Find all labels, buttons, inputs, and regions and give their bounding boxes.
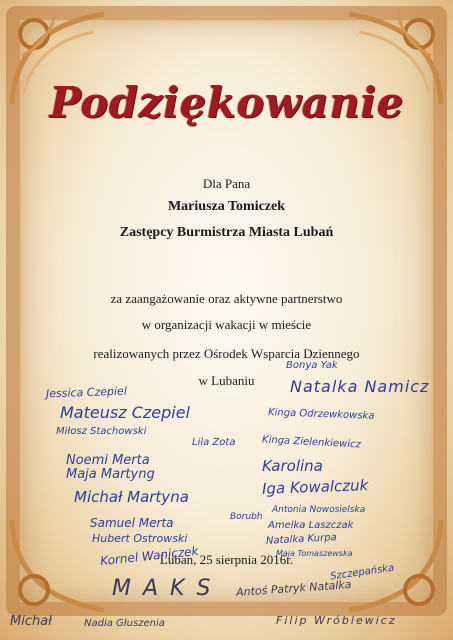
date-line: Luban, 25 sierpnia 2016r. — [159, 552, 294, 567]
signature: Jessica Czepiel — [45, 384, 128, 401]
signature: Szczepańska — [329, 562, 395, 583]
signature: Lila Zota — [192, 437, 236, 448]
recipient-name: Mariusza Tomiczek — [167, 199, 286, 214]
signature: Hubert Ostrowski — [92, 532, 188, 545]
recipient-role: Zastępcy Burmistrza Miasta Lubań — [119, 225, 334, 240]
signature: Filip Wróblewicz — [276, 614, 397, 627]
signature: Iga Kowalczuk — [261, 476, 369, 498]
signature: Mateusz Czepiel — [60, 403, 190, 422]
signature: Michał Martyna — [74, 488, 189, 506]
signature: Noemi Merta — [66, 453, 150, 468]
signature: MAKS — [112, 576, 223, 601]
signature: Borubh — [230, 512, 263, 522]
body-line-1: za zaangażowanie oraz aktywne partnerstwo — [110, 291, 343, 306]
certificate-title: Podziękowanie — [49, 78, 404, 127]
signature: Maja Tomaszewska — [276, 549, 353, 558]
signature: Karolina — [262, 457, 323, 475]
signature: Natalka Namicz — [290, 377, 430, 396]
body-line-2: w organizacji wakacji w mieście — [141, 317, 312, 332]
body-line-3: realizowanych przez Ośrodek Wsparcia Dziennego — [93, 346, 360, 361]
signature: Kornel Waniczek — [99, 543, 200, 569]
signature: Natalka Kurpa — [265, 532, 337, 547]
signature: Miłosz Stachowski — [56, 426, 147, 437]
signature: Antonia Nowosielska — [272, 505, 366, 515]
signature: Michał — [10, 614, 52, 629]
signature: Bonya Yak — [286, 360, 338, 371]
signature: Antoś Patryk Natalka — [235, 577, 352, 600]
signature: Amelka Laszczak — [268, 520, 354, 531]
body-line-4: w Lubaniu — [198, 373, 255, 388]
signature: Maja Martyng — [66, 467, 155, 482]
signature: Kinga Zielenkiewicz — [261, 434, 362, 451]
addressee-intro: Dla Pana — [202, 176, 251, 191]
signature: Kinga Odrzewkowska — [267, 407, 375, 422]
signature: Nadia Głuszenia — [84, 618, 165, 629]
signature: Samuel Merta — [90, 516, 174, 530]
